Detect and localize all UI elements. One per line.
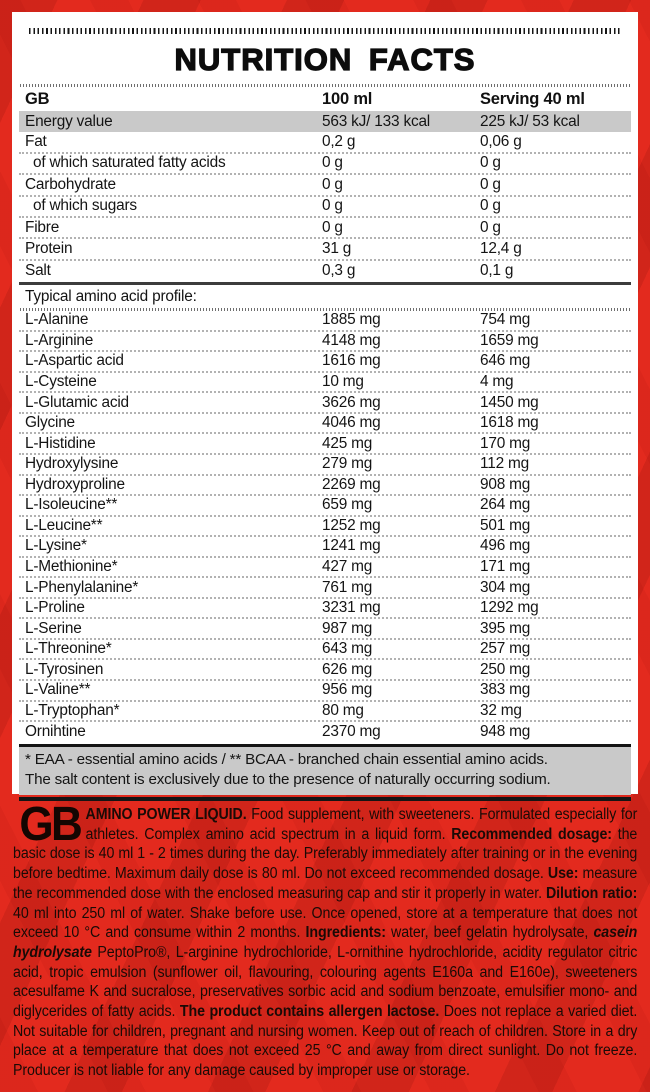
row-value: 659 mg bbox=[322, 496, 373, 514]
row-value: 264 mg bbox=[480, 496, 531, 514]
table-row bbox=[19, 619, 631, 640]
row-value: 761 mg bbox=[322, 578, 373, 596]
row-value: 304 mg bbox=[480, 578, 531, 596]
info-segments bbox=[13, 798, 638, 1080]
row-label: L-Serine bbox=[25, 619, 82, 637]
row-value: 1618 mg bbox=[480, 414, 539, 432]
row-label: Energy value bbox=[25, 112, 113, 130]
row-value: 0 g bbox=[322, 154, 343, 172]
row-value: 501 mg bbox=[480, 516, 531, 534]
row-label: L-Histidine bbox=[25, 434, 96, 452]
row-value: 112 mg bbox=[480, 455, 529, 473]
row-label: of which sugars bbox=[33, 197, 137, 215]
row-label: Protein bbox=[25, 240, 73, 258]
row-label: L-Isoleucine** bbox=[25, 496, 118, 514]
table-row bbox=[19, 175, 631, 196]
row-value: 0 g bbox=[480, 197, 501, 215]
table-row bbox=[19, 476, 631, 497]
header-lang-code: GB bbox=[25, 89, 50, 108]
table-row bbox=[19, 702, 631, 723]
row-label: Ornihtine bbox=[25, 723, 86, 741]
table-row bbox=[19, 640, 631, 661]
row-value: 563 kJ/ 133 kcal bbox=[322, 112, 431, 130]
row-value: 1292 mg bbox=[480, 599, 539, 617]
row-value: 496 mg bbox=[480, 537, 531, 555]
table-row bbox=[19, 517, 631, 538]
row-label: of which saturated fatty acids bbox=[33, 154, 226, 172]
dotted-divider-top bbox=[29, 28, 621, 34]
table-row bbox=[19, 239, 631, 260]
row-value: 80 mg bbox=[322, 701, 364, 719]
row-value: 395 mg bbox=[480, 619, 531, 637]
row-label: L-Leucine** bbox=[25, 516, 103, 534]
row-label: L-Cysteine bbox=[25, 373, 97, 391]
table-row bbox=[19, 373, 631, 394]
row-label: L-Phenylalanine* bbox=[25, 578, 139, 596]
info-text-segment: casein hydrolysate bbox=[13, 924, 638, 961]
row-label: L-Glutamic acid bbox=[25, 393, 129, 411]
table-row bbox=[19, 154, 631, 175]
table-row bbox=[19, 599, 631, 620]
row-label: L-Tyrosinen bbox=[25, 660, 104, 678]
row-value: 646 mg bbox=[480, 352, 531, 370]
row-value: 0 g bbox=[322, 218, 343, 236]
row-label: L-Proline bbox=[25, 599, 85, 617]
info-text-segment: measure the recommended dose with the enclosed measuring cap and stir it properly in water. bbox=[13, 865, 638, 902]
info-text-segment: the basic dose is 40 ml 1 - 2 times during the day. Preferably immediately after training or in the evening before bedtime. Maximum daily dose is 80 ml. Do not exceed recommended dosage. bbox=[13, 825, 638, 883]
row-label: L-Alanine bbox=[25, 311, 89, 329]
header-per-serving: Serving 40 ml bbox=[480, 89, 585, 108]
row-label: L-Valine** bbox=[25, 681, 91, 699]
table-row bbox=[19, 197, 631, 218]
row-value: 2370 mg bbox=[322, 723, 381, 741]
footnote-box bbox=[19, 744, 631, 795]
row-value: 2269 mg bbox=[322, 475, 381, 493]
nutrition-values-table bbox=[19, 111, 631, 282]
info-text-segment: Dilution ratio: bbox=[545, 884, 638, 902]
row-value: 0 g bbox=[480, 154, 501, 172]
row-value: 626 mg bbox=[322, 660, 373, 678]
row-label: L-Aspartic acid bbox=[25, 352, 124, 370]
row-value: 0 g bbox=[480, 218, 501, 236]
row-label: Salt bbox=[25, 262, 51, 280]
row-value: 31 g bbox=[322, 240, 352, 258]
row-value: 908 mg bbox=[480, 475, 531, 493]
row-label: L-Threonine* bbox=[25, 640, 112, 658]
row-label: Glycine bbox=[25, 414, 75, 432]
row-value: 427 mg bbox=[322, 557, 373, 575]
lang-code-dropcap: GB bbox=[19, 798, 81, 851]
nutrition-facts-panel bbox=[12, 12, 638, 794]
table-row bbox=[19, 393, 631, 414]
nutrition-facts-title: NUTRITION FACTS bbox=[174, 42, 476, 77]
info-text-segment: Food supplement, with sweeteners. Formulated especially for athletes. Complex amino acid spectrum in a liquid form. bbox=[85, 806, 638, 843]
row-value: 257 mg bbox=[480, 640, 531, 658]
row-label: L-Lysine* bbox=[25, 537, 87, 555]
row-value: 12,4 g bbox=[480, 240, 522, 258]
table-row bbox=[19, 111, 631, 132]
table-row bbox=[19, 681, 631, 702]
row-value: 383 mg bbox=[480, 681, 531, 699]
table-header-row bbox=[19, 87, 631, 111]
row-value: 987 mg bbox=[322, 619, 373, 637]
footnote-eaa-bcaa: * EAA - essential amino acids / ** BCAA - branched chain essential amino acids. bbox=[25, 750, 548, 768]
table-row bbox=[19, 332, 631, 353]
row-value: 225 kJ/ 53 kcal bbox=[480, 112, 580, 130]
table-row bbox=[19, 558, 631, 579]
row-label: Hydroxyproline bbox=[25, 475, 125, 493]
table-row bbox=[19, 722, 631, 743]
info-text-segment: 40 ml into 250 ml of water. Shake before use. Once opened, store at a temperature that does not exceed 10 °C and consume within 2 months. bbox=[13, 904, 638, 942]
table-row bbox=[19, 132, 631, 153]
row-label: L-Arginine bbox=[25, 331, 94, 349]
info-text-segment: AMINO POWER LIQUID. bbox=[85, 806, 252, 823]
row-value: 956 mg bbox=[322, 681, 373, 699]
row-value: 0,06 g bbox=[480, 133, 522, 151]
row-value: 250 mg bbox=[480, 660, 531, 678]
table-row bbox=[19, 660, 631, 681]
row-value: 0 g bbox=[322, 175, 343, 193]
row-value: 1252 mg bbox=[322, 516, 381, 534]
row-value: 0,1 g bbox=[480, 262, 514, 280]
info-text-segment: PeptoPro®, L-arginine hydrochloride, L-ornithine hydrochloride, acidity regulator citric acid, tropic emulsion (sunflower oil, flavouring, colouring agents E160a and E160e), sweeteners acesulfame K and sucralose, preservatives sorbic acid and sodium benzoate, emulsifier mono- and diglycerides of fatty acids. bbox=[13, 943, 638, 1021]
row-value: 1241 mg bbox=[322, 537, 381, 555]
row-value: 0,3 g bbox=[322, 262, 356, 280]
row-value: 171 mg bbox=[480, 557, 531, 575]
info-text-segment: The product contains allergen lactose. bbox=[179, 1003, 444, 1021]
row-value: 1450 mg bbox=[480, 393, 539, 411]
info-text-segment: Ingredients: bbox=[305, 924, 392, 942]
table-row bbox=[19, 434, 631, 455]
row-value: 170 mg bbox=[480, 434, 531, 452]
row-label: L-Methionine* bbox=[25, 557, 118, 575]
row-label: Fibre bbox=[25, 218, 60, 236]
row-value: 1885 mg bbox=[322, 311, 381, 329]
row-value: 4148 mg bbox=[322, 331, 381, 349]
table-row bbox=[19, 218, 631, 239]
footnote-salt: The salt content is exclusively due to the presence of naturally occurring sodium. bbox=[25, 771, 551, 789]
row-label: Fat bbox=[25, 133, 47, 151]
row-value: 279 mg bbox=[322, 455, 373, 473]
table-row bbox=[19, 414, 631, 435]
table-row bbox=[19, 311, 631, 332]
row-value: 425 mg bbox=[322, 434, 373, 452]
table-row bbox=[19, 455, 631, 476]
row-value: 10 mg bbox=[322, 373, 364, 391]
row-value: 643 mg bbox=[322, 640, 373, 658]
info-text-segment: Recommended dosage: bbox=[451, 825, 618, 843]
row-value: 3626 mg bbox=[322, 393, 381, 411]
row-value: 1659 mg bbox=[480, 331, 539, 349]
row-label: Carbohydrate bbox=[25, 175, 116, 193]
product-info-text bbox=[13, 798, 638, 1081]
row-value: 32 mg bbox=[480, 701, 522, 719]
row-value: 1616 mg bbox=[322, 352, 381, 370]
row-value: 4 mg bbox=[480, 373, 514, 391]
amino-profile-heading: Typical amino acid profile: bbox=[25, 287, 197, 305]
row-label: Hydroxylysine bbox=[25, 455, 119, 473]
info-text-segment: water, beef gelatin hydrolysate, bbox=[391, 924, 594, 942]
table-row bbox=[19, 352, 631, 373]
row-value: 3231 mg bbox=[322, 599, 381, 617]
table-row bbox=[19, 537, 631, 558]
info-text-segment: Does not replace a varied diet. Not suitable for children, pregnant and nursing women. Keep out of reach of children. Store in a dry place at a temperature that does not exceed 25 °C and away from direct sunlight. Do not freeze. Producer is not liable for any damage caused by improper use or storage. bbox=[13, 1003, 638, 1080]
header-per-100ml: 100 ml bbox=[322, 89, 373, 108]
table-row bbox=[19, 496, 631, 517]
amino-acid-table bbox=[19, 311, 631, 742]
row-label: L-Tryptophan* bbox=[25, 701, 120, 719]
product-info-section bbox=[0, 794, 650, 1092]
row-value: 0 g bbox=[480, 175, 501, 193]
info-text-segment: Use: bbox=[547, 865, 583, 883]
table-row bbox=[19, 261, 631, 282]
row-value: 948 mg bbox=[480, 723, 531, 741]
row-value: 4046 mg bbox=[322, 414, 381, 432]
row-value: 0 g bbox=[322, 197, 343, 215]
row-value: 0,2 g bbox=[322, 133, 356, 151]
table-row bbox=[19, 578, 631, 599]
row-value: 754 mg bbox=[480, 311, 531, 329]
